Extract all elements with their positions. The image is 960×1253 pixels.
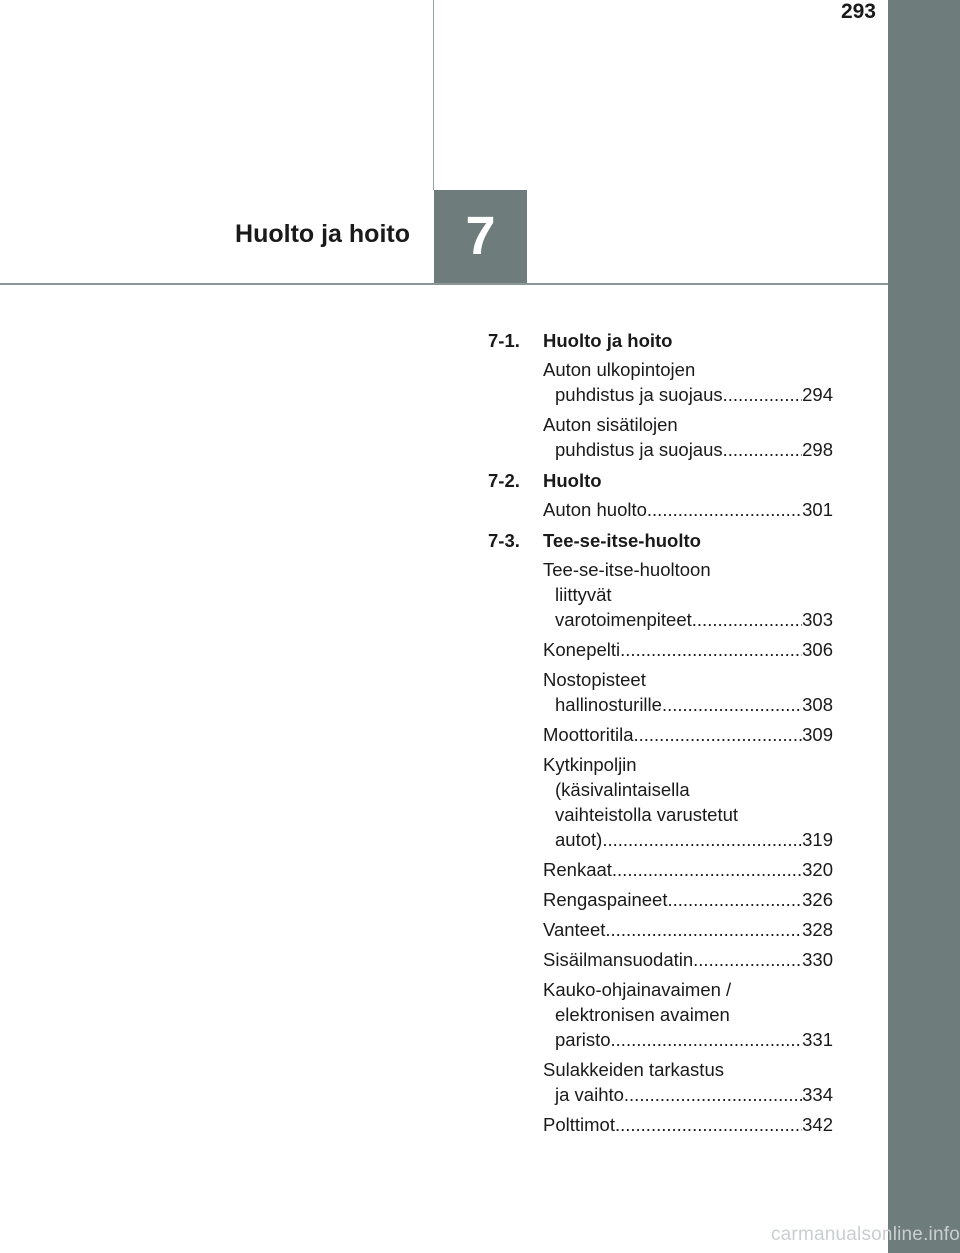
entry-leader-row bbox=[543, 887, 833, 912]
entry-title-line: Kauko-ohjainavaimen / bbox=[543, 979, 732, 1000]
entry-title-line: liittyvät bbox=[555, 584, 612, 605]
entry-leader-row bbox=[543, 1027, 833, 1052]
section-number: 7-1. bbox=[488, 330, 520, 351]
section-title: Huolto ja hoito bbox=[543, 330, 673, 351]
dot-leader bbox=[615, 1112, 802, 1137]
entry-title-line: puhdistus ja suojaus bbox=[555, 439, 723, 460]
page-number: 293 bbox=[840, 0, 876, 23]
dot-leader bbox=[624, 1082, 802, 1107]
entry-title-line: Kytkinpoljin bbox=[543, 754, 637, 775]
entry-title-line: Sulakkeiden tarkastus bbox=[543, 1059, 724, 1080]
toc-section bbox=[488, 328, 833, 462]
entry-page-number: 306 bbox=[802, 639, 833, 660]
toc-entry[interactable] bbox=[543, 667, 833, 717]
entry-page-number: 320 bbox=[802, 859, 833, 880]
entry-leader-row bbox=[543, 692, 833, 717]
entry-title-line: Polttimot bbox=[543, 1114, 615, 1135]
entry-leader-row bbox=[543, 437, 833, 462]
toc-entry[interactable] bbox=[543, 497, 833, 522]
entry-page-number: 331 bbox=[802, 1029, 833, 1050]
entry-title-line: Tee-se-itse-huoltoon bbox=[543, 559, 711, 580]
dot-leader bbox=[693, 947, 802, 972]
entry-page-number: 319 bbox=[802, 829, 833, 850]
entry-leader-row bbox=[543, 722, 833, 747]
entry-title-line: Konepelti bbox=[543, 639, 621, 660]
toc-section-heading bbox=[488, 528, 833, 553]
toc-entry[interactable] bbox=[543, 977, 833, 1052]
entry-title-line: puhdistus ja suojaus bbox=[555, 384, 723, 405]
table-of-contents bbox=[488, 328, 833, 1143]
entry-page-number: 298 bbox=[802, 439, 833, 460]
toc-section bbox=[488, 528, 833, 1137]
entry-title-line: Nostopisteet bbox=[543, 669, 646, 690]
entry-title-line: paristo bbox=[555, 1029, 611, 1050]
entry-title-line: elektronisen avaimen bbox=[555, 1004, 730, 1025]
entry-leader-row bbox=[543, 1082, 833, 1107]
entry-page-number: 326 bbox=[802, 889, 833, 910]
entry-leader-row bbox=[543, 637, 833, 662]
entry-title-line: (käsivalintaisella bbox=[555, 779, 690, 800]
chapter-side-tab bbox=[888, 0, 960, 1253]
chapter-number-box: 7 bbox=[434, 190, 527, 283]
entry-title-line: Auton huolto bbox=[543, 499, 647, 520]
toc-entry[interactable] bbox=[543, 752, 833, 852]
entry-page-number: 309 bbox=[802, 724, 833, 745]
dot-leader bbox=[692, 607, 802, 632]
entry-leader-row bbox=[543, 947, 833, 972]
toc-entry[interactable] bbox=[543, 857, 833, 882]
chapter-title: Huolto ja hoito bbox=[235, 220, 410, 248]
entry-title-line: hallinosturille bbox=[555, 694, 662, 715]
toc-entry[interactable] bbox=[543, 412, 833, 462]
dot-leader bbox=[723, 437, 802, 462]
entry-leader-row bbox=[543, 607, 833, 632]
watermark: carmanualsonline.info bbox=[770, 1224, 960, 1245]
entry-page-number: 294 bbox=[802, 384, 833, 405]
entry-title-line: vaihteistolla varustetut bbox=[555, 804, 739, 825]
dot-leader bbox=[633, 722, 802, 747]
toc-entry[interactable] bbox=[543, 1057, 833, 1107]
entry-leader-row bbox=[543, 497, 833, 522]
dot-leader bbox=[611, 1027, 803, 1052]
entry-leader-row bbox=[543, 857, 833, 882]
entry-title-line: Vanteet bbox=[543, 919, 606, 940]
toc-entry[interactable] bbox=[543, 917, 833, 942]
toc-entry[interactable] bbox=[543, 722, 833, 747]
toc-section-heading bbox=[488, 468, 833, 493]
entry-page-number: 328 bbox=[802, 919, 833, 940]
dot-leader bbox=[620, 637, 802, 662]
horizontal-divider bbox=[0, 283, 888, 285]
entry-title-line: ja vaihto bbox=[555, 1084, 624, 1105]
section-title: Tee-se-itse-huolto bbox=[543, 530, 701, 551]
entry-title-line: varotoimenpiteet bbox=[555, 609, 692, 630]
entry-title-line: Auton sisätilojen bbox=[543, 414, 678, 435]
section-number: 7-3. bbox=[488, 530, 520, 551]
dot-leader bbox=[612, 857, 802, 882]
toc-section-heading bbox=[488, 328, 833, 353]
toc-entry[interactable] bbox=[543, 557, 833, 632]
entry-leader-row bbox=[543, 382, 833, 407]
toc-entry[interactable] bbox=[543, 947, 833, 972]
dot-leader bbox=[602, 827, 802, 852]
vertical-divider bbox=[433, 0, 434, 190]
toc-entry[interactable] bbox=[543, 1112, 833, 1137]
toc-section bbox=[488, 468, 833, 522]
entry-leader-row bbox=[543, 917, 833, 942]
toc-entry[interactable] bbox=[543, 637, 833, 662]
entry-title-line: autot) bbox=[555, 829, 603, 850]
section-title: Huolto bbox=[543, 470, 602, 491]
entry-title-line: Rengaspaineet bbox=[543, 889, 668, 910]
dot-leader bbox=[605, 917, 802, 942]
entry-page-number: 334 bbox=[802, 1084, 833, 1105]
entry-title-line: Renkaat bbox=[543, 859, 612, 880]
toc-entry[interactable] bbox=[543, 357, 833, 407]
dot-leader bbox=[647, 497, 802, 522]
entry-page-number: 330 bbox=[802, 949, 833, 970]
entry-title-line: Auton ulkopintojen bbox=[543, 359, 696, 380]
dot-leader bbox=[667, 887, 802, 912]
entry-title-line: Sisäilmansuodatin bbox=[543, 949, 694, 970]
entry-page-number: 308 bbox=[802, 694, 833, 715]
entry-page-number: 342 bbox=[802, 1114, 833, 1135]
entry-page-number: 301 bbox=[802, 499, 833, 520]
section-number: 7-2. bbox=[488, 470, 520, 491]
entry-leader-row bbox=[543, 827, 833, 852]
dot-leader bbox=[723, 382, 802, 407]
entry-title-line: Moottoritila bbox=[543, 724, 634, 745]
dot-leader bbox=[662, 692, 802, 717]
entry-page-number: 303 bbox=[802, 609, 833, 630]
toc-entry[interactable] bbox=[543, 887, 833, 912]
entry-leader-row bbox=[543, 1112, 833, 1137]
